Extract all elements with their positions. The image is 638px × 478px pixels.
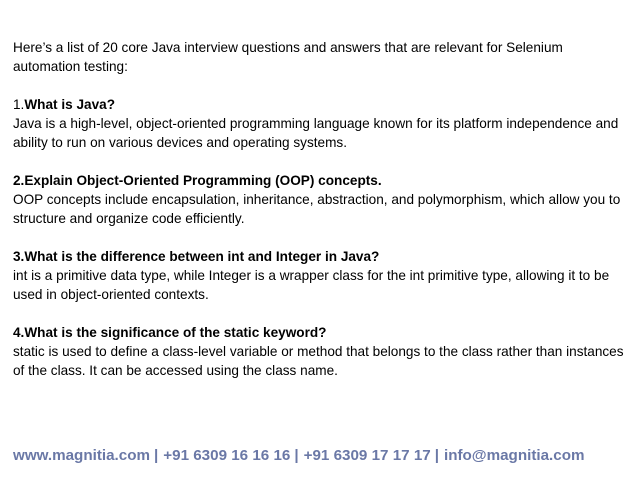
footer-separator: |	[434, 447, 439, 464]
answer-text: OOP concepts include encapsulation, inheritance, abstraction, and polymorphism, which allow you to structure and organize code efficiently.	[13, 192, 621, 226]
question-text: What is Java?	[24, 97, 115, 112]
contact-footer	[13, 446, 633, 466]
question-text: Explain Object-Oriented Programming (OOP) concepts.	[24, 173, 382, 188]
question-line	[13, 247, 625, 266]
answer-text: Java is a high-level, object-oriented programming language known for its platform independence and ability to run on various devices and operating systems.	[13, 116, 619, 150]
question-number: 3.	[13, 249, 25, 264]
footer-separator: |	[294, 447, 299, 464]
slide-content	[13, 38, 625, 399]
question-line	[13, 323, 625, 342]
intro-text: Here’s a list of 20 core Java interview questions and answers that are relevant for Selenium automation testing:	[13, 40, 563, 74]
question-number: 1.	[13, 97, 25, 112]
question-line	[13, 171, 625, 190]
qa-item-3	[13, 247, 625, 304]
question-number: 2.	[13, 173, 25, 188]
footer-separator: |	[154, 447, 159, 464]
question-line	[13, 95, 625, 114]
email-link[interactable]: info@magnitia.com	[443, 447, 585, 464]
question-text: What is the significance of the static keyword?	[24, 325, 327, 340]
website-link[interactable]: www.magnitia.com	[13, 447, 150, 464]
qa-item-1	[13, 95, 625, 152]
qa-item-2	[13, 171, 625, 228]
question-number: 4.	[13, 325, 25, 340]
answer-text: static is used to define a class-level variable or method that belongs to the class rather than instances of the class. It can be accessed using the class name.	[13, 344, 624, 378]
phone-2[interactable]: +91 6309 17 17 17	[303, 447, 431, 464]
qa-item-4	[13, 323, 625, 380]
answer-text: int is a primitive data type, while Integer is a wrapper class for the int primitive type, allowing it to be used in object-oriented contexts.	[13, 268, 610, 302]
phone-1[interactable]: +91 6309 16 16 16	[163, 447, 291, 464]
question-text: What is the difference between int and Integer in Java?	[24, 249, 380, 264]
